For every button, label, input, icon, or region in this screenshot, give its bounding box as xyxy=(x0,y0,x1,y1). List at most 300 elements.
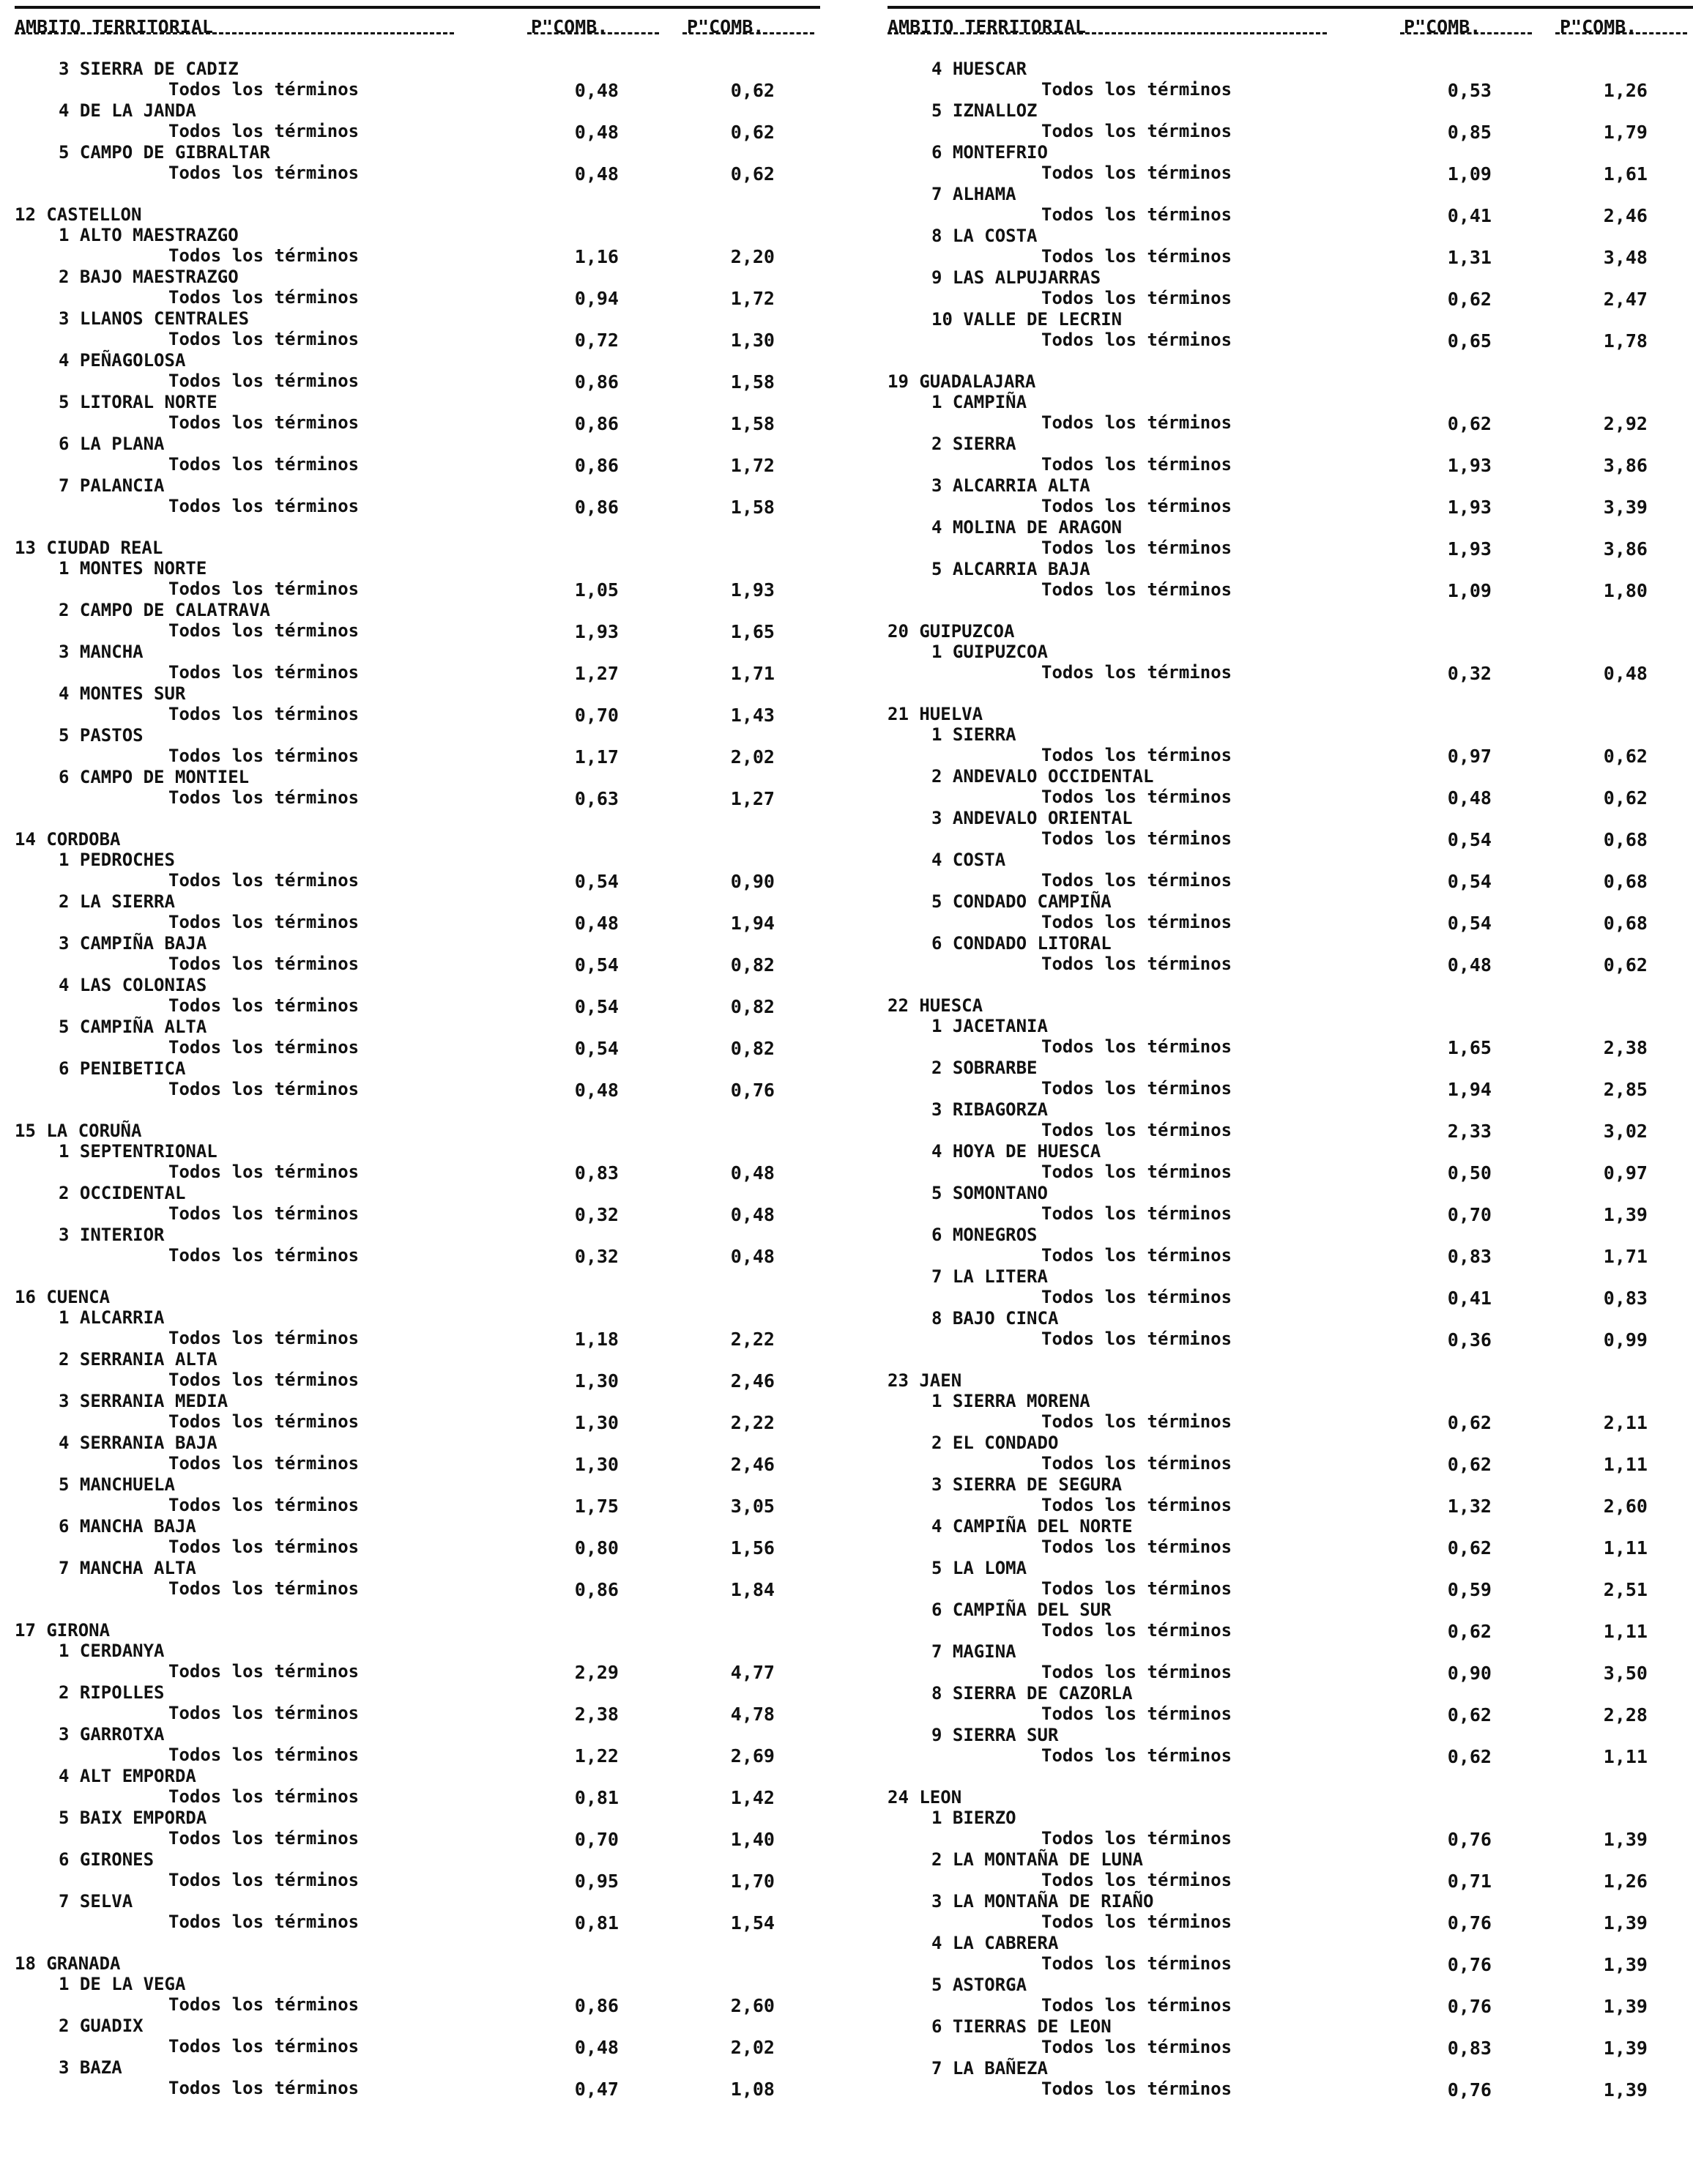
pcomb-value-1: 1,93 xyxy=(1447,538,1492,560)
table-row xyxy=(888,309,1693,351)
pcomb-value-2: 2,02 xyxy=(730,2037,775,2058)
table-row xyxy=(15,1891,835,1933)
province-group xyxy=(15,204,835,517)
comarca-name: 7 LA BAÑEZA xyxy=(931,2058,1048,2079)
comarca-name: 4 COSTA xyxy=(931,850,1006,870)
pcomb-value-1: 1,27 xyxy=(574,663,619,684)
pcomb-value-1: 0,81 xyxy=(574,1912,619,1934)
terms-label: Todos los términos xyxy=(1041,1995,1232,2016)
pcomb-value-1: 0,48 xyxy=(574,122,619,143)
table-row xyxy=(15,267,835,308)
table-row xyxy=(888,1058,1693,1099)
comarca-name: 5 LA LOMA xyxy=(931,1558,1027,1578)
comarca-name: 3 SERRANIA MEDIA xyxy=(59,1391,228,1411)
terms-label: Todos los términos xyxy=(1041,870,1232,891)
terms-label: Todos los términos xyxy=(168,1745,360,1765)
pcomb-value-1: 2,38 xyxy=(574,1704,619,1725)
terms-label: Todos los términos xyxy=(168,662,360,683)
table-row xyxy=(888,2016,1693,2058)
province-title: 20 GUIPUZCOA xyxy=(888,621,1015,642)
pcomb-value-2: 2,60 xyxy=(1603,1496,1648,1517)
pcomb-value-2: 0,48 xyxy=(1603,663,1648,684)
comarca-name: 2 RIPOLLES xyxy=(59,1682,165,1703)
comarca-name: 1 PEDROCHES xyxy=(59,850,175,870)
pcomb-value-2: 2,22 xyxy=(730,1329,775,1350)
terms-label: Todos los términos xyxy=(1041,163,1232,183)
table-row xyxy=(15,933,835,975)
pcomb-value-1: 0,47 xyxy=(574,2079,619,2100)
terms-label: Todos los términos xyxy=(168,787,360,808)
province-title: 19 GUADALAJARA xyxy=(888,371,1036,392)
pcomb-value-2: 2,22 xyxy=(730,1412,775,1433)
pcomb-value-1: 1,09 xyxy=(1447,580,1492,601)
terms-label: Todos los términos xyxy=(1041,1203,1232,1224)
comarca-name: 6 CAMPIÑA DEL SUR xyxy=(931,1600,1112,1620)
pcomb-value-2: 2,20 xyxy=(730,246,775,267)
pcomb-value-2: 1,56 xyxy=(730,1537,775,1559)
pcomb-value-1: 0,63 xyxy=(574,788,619,809)
province-group xyxy=(15,1287,835,1600)
comarca-name: 5 IZNALLOZ xyxy=(931,100,1038,121)
pcomb-value-1: 0,48 xyxy=(574,163,619,185)
pcomb-value-1: 0,81 xyxy=(574,1787,619,1808)
comarca-name: 3 MANCHA xyxy=(59,642,144,662)
province-group xyxy=(15,1620,835,1933)
table-row xyxy=(888,933,1693,975)
table-row xyxy=(888,267,1693,309)
pcomb-value-2: 1,11 xyxy=(1603,1537,1648,1559)
pcomb-value-1: 0,54 xyxy=(574,996,619,1017)
pcomb-value-2: 0,48 xyxy=(730,1204,775,1225)
province-group xyxy=(888,371,1693,601)
terms-label: Todos los términos xyxy=(168,163,360,183)
table-row xyxy=(888,1849,1693,1891)
terms-label: Todos los términos xyxy=(168,2078,360,2098)
table-row xyxy=(888,1725,1693,1767)
province-title: 15 LA CORUÑA xyxy=(15,1121,142,1141)
pcomb-value-2: 1,26 xyxy=(1603,80,1648,101)
terms-label: Todos los términos xyxy=(168,1453,360,1474)
pcomb-value-2: 1,11 xyxy=(1603,1621,1648,1642)
terms-label: Todos los términos xyxy=(168,1661,360,1682)
comarca-name: 9 LAS ALPUJARRAS xyxy=(931,267,1101,288)
pcomb-value-2: 0,62 xyxy=(730,80,775,101)
comarca-name: 1 CAMPIÑA xyxy=(931,392,1027,412)
province-title: 13 CIUDAD REAL xyxy=(15,538,163,558)
table-row xyxy=(15,1766,835,1808)
province-group xyxy=(888,59,1693,351)
terms-label: Todos los términos xyxy=(168,579,360,599)
terms-label: Todos los términos xyxy=(168,1828,360,1849)
terms-label: Todos los términos xyxy=(1041,1620,1232,1641)
comarca-name: 2 OCCIDENTAL xyxy=(59,1183,186,1203)
comarca-name: 4 MOLINA DE ARAGON xyxy=(931,517,1123,538)
pcomb-value-1: 0,48 xyxy=(574,913,619,934)
pcomb-value-2: 0,97 xyxy=(1603,1162,1648,1184)
terms-label: Todos los términos xyxy=(168,454,360,475)
table-row xyxy=(888,100,1693,142)
pcomb-value-1: 0,95 xyxy=(574,1871,619,1892)
pcomb-value-1: 0,59 xyxy=(1447,1579,1492,1600)
pcomb-value-1: 0,36 xyxy=(1447,1329,1492,1351)
table-header xyxy=(888,16,1693,45)
pcomb-value-2: 1,80 xyxy=(1603,580,1648,601)
table-row xyxy=(15,1433,835,1474)
comarca-name: 5 CAMPIÑA ALTA xyxy=(59,1017,207,1037)
pcomb-value-1: 0,32 xyxy=(574,1246,619,1267)
table-row xyxy=(15,434,835,475)
terms-label: Todos los términos xyxy=(1041,1162,1232,1182)
pcomb-value-1: 0,76 xyxy=(1447,1954,1492,1975)
province-group xyxy=(15,829,835,1100)
pcomb-value-1: 0,86 xyxy=(574,371,619,393)
comarca-name: 6 MANCHA BAJA xyxy=(59,1516,196,1537)
comarca-name: 6 CONDADO LITORAL xyxy=(931,933,1112,954)
terms-label: Todos los términos xyxy=(168,704,360,724)
terms-label: Todos los términos xyxy=(1041,1828,1232,1849)
pcomb-value-2: 0,68 xyxy=(1603,829,1648,850)
pcomb-value-1: 0,76 xyxy=(1447,2079,1492,2101)
table-row xyxy=(888,1641,1693,1683)
province-group xyxy=(15,538,835,809)
comarca-name: 2 SERRANIA ALTA xyxy=(59,1349,217,1370)
comarca-name: 6 TIERRAS DE LEON xyxy=(931,2016,1112,2037)
pcomb-value-2: 1,11 xyxy=(1603,1454,1648,1475)
province-title: 23 JAEN xyxy=(888,1370,962,1391)
pcomb-value-2: 1,27 xyxy=(730,788,775,809)
comarca-name: 3 INTERIOR xyxy=(59,1225,165,1245)
comarca-name: 5 BAIX EMPORDA xyxy=(59,1808,207,1828)
province-group xyxy=(15,59,835,184)
terms-label: Todos los términos xyxy=(1041,1495,1232,1515)
terms-label: Todos los términos xyxy=(1041,2079,1232,2099)
terms-label: Todos los términos xyxy=(1041,662,1232,683)
pcomb-value-1: 0,50 xyxy=(1447,1162,1492,1184)
province-group xyxy=(888,995,1693,1350)
comarca-name: 3 BAZA xyxy=(59,2057,122,2078)
pcomb-value-1: 2,33 xyxy=(1447,1121,1492,1142)
terms-label: Todos los términos xyxy=(168,2036,360,2057)
terms-label: Todos los términos xyxy=(1041,745,1232,765)
table-row xyxy=(15,1017,835,1058)
terms-label: Todos los términos xyxy=(1041,121,1232,141)
header-underline-pcomb-1 xyxy=(1400,32,1532,34)
province-group xyxy=(888,621,1693,683)
comarca-name: 2 EL CONDADO xyxy=(931,1433,1059,1453)
comarca-name: 6 PENIBETICA xyxy=(59,1058,186,1079)
pcomb-value-1: 0,53 xyxy=(1447,80,1492,101)
comarca-name: 1 GUIPUZCOA xyxy=(931,642,1048,662)
pcomb-value-2: 4,78 xyxy=(730,1704,775,1725)
province-group xyxy=(888,704,1693,975)
pcomb-value-1: 0,76 xyxy=(1447,1829,1492,1850)
comarca-name: 1 JACETANIA xyxy=(931,1016,1048,1036)
terms-label: Todos los términos xyxy=(168,287,360,308)
comarca-name: 5 SOMONTANO xyxy=(931,1183,1048,1203)
pcomb-value-2: 2,60 xyxy=(730,1995,775,2016)
table-row xyxy=(15,350,835,392)
pcomb-value-2: 3,05 xyxy=(730,1496,775,1517)
terms-label: Todos los términos xyxy=(168,1328,360,1348)
header-pcomb-2: P"COMB. xyxy=(1560,16,1637,37)
pcomb-value-1: 0,94 xyxy=(574,288,619,309)
pcomb-value-2: 1,42 xyxy=(730,1787,775,1808)
comarca-name: 6 CAMPO DE MONTIEL xyxy=(59,767,250,787)
terms-label: Todos los términos xyxy=(168,620,360,641)
terms-label: Todos los términos xyxy=(1041,496,1232,516)
pcomb-value-1: 0,48 xyxy=(574,1080,619,1101)
table-row xyxy=(15,642,835,683)
table-row xyxy=(15,1516,835,1558)
comarca-name: 2 BAJO MAESTRAZGO xyxy=(59,267,239,287)
comarca-name: 3 ALCARRIA ALTA xyxy=(931,475,1090,496)
comarca-name: 9 SIERRA SUR xyxy=(931,1725,1059,1745)
comarca-name: 2 LA MONTAÑA DE LUNA xyxy=(931,1849,1143,1870)
pcomb-value-2: 1,39 xyxy=(1603,1829,1648,1850)
terms-label: Todos los términos xyxy=(1041,579,1232,600)
pcomb-value-2: 1,71 xyxy=(1603,1246,1648,1267)
province-title: 24 LEON xyxy=(888,1787,962,1808)
pcomb-value-2: 1,78 xyxy=(1603,330,1648,352)
pcomb-value-2: 1,79 xyxy=(1603,122,1648,143)
terms-label: Todos los términos xyxy=(1041,1662,1232,1682)
table-row xyxy=(888,1183,1693,1225)
terms-label: Todos los términos xyxy=(168,1912,360,1932)
comarca-name: 5 CONDADO CAMPIÑA xyxy=(931,891,1112,912)
terms-label: Todos los términos xyxy=(1041,1578,1232,1599)
pcomb-value-1: 0,48 xyxy=(1447,954,1492,976)
pcomb-value-1: 0,83 xyxy=(574,1162,619,1184)
comarca-name: 2 SIERRA xyxy=(931,434,1016,454)
terms-label: Todos los términos xyxy=(168,371,360,391)
terms-label: Todos los términos xyxy=(168,1994,360,2015)
pcomb-value-2: 2,92 xyxy=(1603,413,1648,434)
table-body xyxy=(15,59,835,2120)
comarca-name: 5 PASTOS xyxy=(59,725,144,746)
comarca-name: 1 BIERZO xyxy=(931,1808,1016,1828)
pcomb-value-1: 0,71 xyxy=(1447,1871,1492,1892)
table-row xyxy=(888,226,1693,267)
pcomb-value-1: 0,48 xyxy=(574,80,619,101)
table-row xyxy=(15,1682,835,1724)
pcomb-value-2: 1,11 xyxy=(1603,1746,1648,1767)
table-row xyxy=(888,1558,1693,1600)
table-row xyxy=(15,2016,835,2057)
pcomb-value-2: 1,70 xyxy=(730,1871,775,1892)
header-underline-pcomb-2 xyxy=(682,32,814,34)
pcomb-value-1: 2,29 xyxy=(574,1662,619,1683)
pcomb-value-1: 0,86 xyxy=(574,1579,619,1600)
pcomb-value-2: 0,90 xyxy=(730,871,775,892)
province-title: 21 HUELVA xyxy=(888,704,983,724)
comarca-name: 6 MONTEFRIO xyxy=(931,142,1048,163)
terms-label: Todos los términos xyxy=(168,1578,360,1599)
pcomb-value-2: 2,02 xyxy=(730,746,775,768)
pcomb-value-1: 0,54 xyxy=(1447,871,1492,892)
pcomb-value-2: 2,46 xyxy=(730,1370,775,1392)
table-row xyxy=(888,1933,1693,1975)
pcomb-value-1: 0,32 xyxy=(1447,663,1492,684)
terms-label: Todos los términos xyxy=(1041,1078,1232,1099)
terms-label: Todos los términos xyxy=(1041,912,1232,932)
pcomb-value-1: 1,93 xyxy=(1447,455,1492,476)
table-row xyxy=(888,1600,1693,1641)
terms-label: Todos los términos xyxy=(1041,1245,1232,1266)
terms-label: Todos los términos xyxy=(1041,1411,1232,1432)
pcomb-value-2: 0,62 xyxy=(1603,954,1648,976)
comarca-name: 4 MONTES SUR xyxy=(59,683,186,704)
terms-label: Todos los términos xyxy=(168,79,360,100)
terms-label: Todos los términos xyxy=(168,995,360,1016)
province-group xyxy=(15,1121,835,1266)
comarca-name: 3 LA MONTAÑA DE RIAÑO xyxy=(931,1891,1154,1912)
comarca-name: 1 CERDANYA xyxy=(59,1641,165,1661)
province-title: 16 CUENCA xyxy=(15,1287,111,1307)
table-row xyxy=(15,1391,835,1433)
terms-label: Todos los términos xyxy=(168,1411,360,1432)
table-row xyxy=(888,1141,1693,1183)
table-row xyxy=(888,517,1693,559)
pcomb-value-1: 1,75 xyxy=(574,1496,619,1517)
terms-label: Todos los términos xyxy=(1041,246,1232,267)
table-row xyxy=(888,559,1693,601)
table-row xyxy=(15,1307,835,1349)
pcomb-value-2: 1,39 xyxy=(1603,2079,1648,2101)
pcomb-value-1: 1,93 xyxy=(574,621,619,642)
pcomb-value-2: 1,43 xyxy=(730,705,775,726)
pcomb-value-2: 1,58 xyxy=(730,413,775,434)
comarca-name: 4 LA CABRERA xyxy=(931,1933,1059,1953)
pcomb-value-1: 0,97 xyxy=(1447,746,1492,767)
table-row xyxy=(888,1433,1693,1474)
terms-label: Todos los términos xyxy=(1041,1453,1232,1474)
comarca-name: 1 SIERRA xyxy=(931,724,1016,745)
terms-label: Todos los términos xyxy=(1041,1036,1232,1057)
terms-label: Todos los términos xyxy=(1041,412,1232,433)
table-row xyxy=(888,1891,1693,1933)
pcomb-value-2: 0,76 xyxy=(730,1080,775,1101)
pcomb-value-2: 0,83 xyxy=(1603,1288,1648,1309)
pcomb-value-2: 1,30 xyxy=(730,330,775,351)
comarca-name: 3 CAMPIÑA BAJA xyxy=(59,933,207,954)
table-row xyxy=(888,1391,1693,1433)
comarca-name: 7 MANCHA ALTA xyxy=(59,1558,196,1578)
header-underline-ambito xyxy=(15,32,454,34)
pcomb-value-1: 0,86 xyxy=(574,413,619,434)
pcomb-value-2: 1,65 xyxy=(730,621,775,642)
comarca-name: 6 LA PLANA xyxy=(59,434,165,454)
comarca-name: 8 BAJO CINCA xyxy=(931,1308,1059,1329)
pcomb-value-2: 0,48 xyxy=(730,1162,775,1184)
terms-label: Todos los términos xyxy=(1041,1870,1232,1890)
comarca-name: 3 SIERRA DE CADIZ xyxy=(59,59,239,79)
comarca-name: 7 ALHAMA xyxy=(931,184,1016,204)
pcomb-value-1: 1,94 xyxy=(1447,1079,1492,1100)
pcomb-value-2: 3,48 xyxy=(1603,247,1648,268)
table-row xyxy=(888,1308,1693,1350)
pcomb-value-1: 0,90 xyxy=(1447,1663,1492,1684)
pcomb-value-1: 0,70 xyxy=(574,705,619,726)
pcomb-value-2: 0,62 xyxy=(1603,787,1648,809)
comarca-name: 2 SOBRARBE xyxy=(931,1058,1038,1078)
pcomb-value-1: 0,62 xyxy=(1447,289,1492,310)
pcomb-value-2: 0,62 xyxy=(1603,746,1648,767)
table-row xyxy=(15,1849,835,1891)
pcomb-value-2: 0,82 xyxy=(730,996,775,1017)
comarca-name: 5 LITORAL NORTE xyxy=(59,392,217,412)
comarca-name: 7 LA LITERA xyxy=(931,1266,1048,1287)
province-title: 18 GRANADA xyxy=(15,1953,121,1974)
table-row xyxy=(888,1099,1693,1141)
terms-label: Todos los términos xyxy=(168,912,360,932)
terms-label: Todos los términos xyxy=(168,1495,360,1515)
pcomb-value-1: 0,76 xyxy=(1447,1996,1492,2017)
comarca-name: 1 MONTES NORTE xyxy=(59,558,207,579)
pcomb-value-2: 1,39 xyxy=(1603,1954,1648,1975)
comarca-name: 4 SERRANIA BAJA xyxy=(59,1433,217,1453)
table-row xyxy=(15,100,835,142)
pcomb-value-1: 1,31 xyxy=(1447,247,1492,268)
pcomb-value-1: 0,72 xyxy=(574,330,619,351)
terms-label: Todos los términos xyxy=(1041,79,1232,100)
pcomb-value-1: 1,05 xyxy=(574,579,619,601)
pcomb-value-1: 0,83 xyxy=(1447,1246,1492,1267)
pcomb-value-2: 2,85 xyxy=(1603,1079,1648,1100)
table-row xyxy=(15,1724,835,1766)
top-rule xyxy=(15,6,820,9)
comarca-name: 2 ANDEVALO OCCIDENTAL xyxy=(931,766,1154,787)
terms-label: Todos los términos xyxy=(1041,1953,1232,1974)
pcomb-value-1: 0,86 xyxy=(574,455,619,476)
pcomb-value-2: 1,08 xyxy=(730,2079,775,2100)
terms-label: Todos los términos xyxy=(168,1245,360,1266)
header-ambito: AMBITO TERRITORIAL xyxy=(15,16,213,37)
terms-label: Todos los términos xyxy=(1041,828,1232,849)
header-underline-pcomb-1 xyxy=(527,32,659,34)
terms-label: Todos los términos xyxy=(168,245,360,266)
table-row xyxy=(888,891,1693,933)
pcomb-value-1: 1,18 xyxy=(574,1329,619,1350)
pcomb-value-2: 1,39 xyxy=(1603,1912,1648,1934)
terms-label: Todos los términos xyxy=(168,121,360,141)
pcomb-value-1: 0,70 xyxy=(1447,1204,1492,1225)
pcomb-value-2: 1,72 xyxy=(730,288,775,309)
pcomb-value-2: 1,58 xyxy=(730,371,775,393)
table-row xyxy=(15,683,835,725)
comarca-name: 4 HOYA DE HUESCA xyxy=(931,1141,1101,1162)
header-pcomb-1: P"COMB. xyxy=(1404,16,1481,37)
terms-label: Todos los términos xyxy=(1041,288,1232,308)
pcomb-value-2: 0,62 xyxy=(730,122,775,143)
pcomb-value-2: 3,39 xyxy=(1603,497,1648,518)
terms-label: Todos los términos xyxy=(1041,1912,1232,1932)
pcomb-value-2: 2,51 xyxy=(1603,1579,1648,1600)
terms-label: Todos los términos xyxy=(168,1870,360,1890)
table-row xyxy=(15,1349,835,1391)
comarca-name: 3 SIERRA DE SEGURA xyxy=(931,1474,1123,1495)
terms-label: Todos los términos xyxy=(1041,1745,1232,1766)
pcomb-value-2: 1,72 xyxy=(730,455,775,476)
table-row xyxy=(15,1558,835,1600)
pcomb-value-1: 0,54 xyxy=(574,1038,619,1059)
pcomb-value-2: 2,69 xyxy=(730,1745,775,1767)
table-row xyxy=(15,308,835,350)
pcomb-value-1: 0,54 xyxy=(574,954,619,976)
left-column xyxy=(15,0,835,2184)
pcomb-value-1: 1,17 xyxy=(574,746,619,768)
comarca-name: 1 ALTO MAESTRAZGO xyxy=(59,225,239,245)
table-row xyxy=(888,724,1693,766)
